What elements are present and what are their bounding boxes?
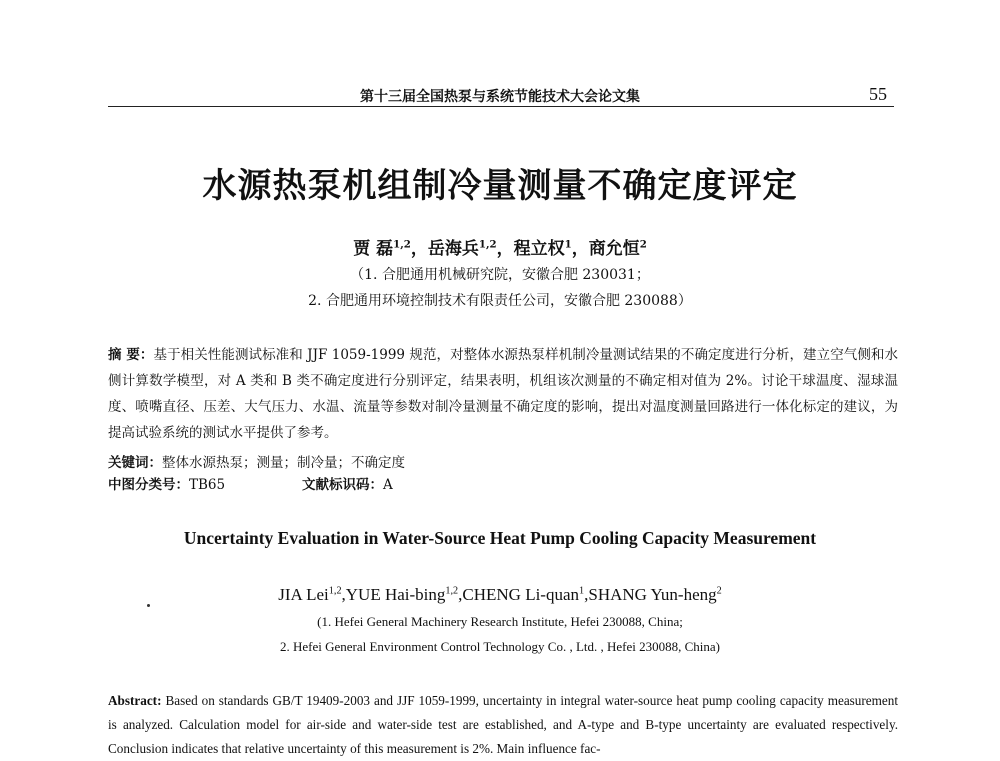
- cn-abstract: [108, 342, 898, 446]
- en-author-sup: 1,2: [328, 585, 342, 597]
- scan-speck: [147, 604, 150, 607]
- author-separator: ,: [458, 585, 463, 604]
- cn-author-sup: 1,2: [393, 238, 411, 251]
- doc-code-label: 文献标识码：: [302, 477, 383, 493]
- en-affiliation-1: (1. Hefei General Machinery Research Institute, Hefei 230088, China;: [317, 614, 683, 629]
- cn-author: 商允恒: [588, 239, 640, 259]
- en-author: JIA Lei: [278, 585, 329, 604]
- page-number: 55: [869, 84, 887, 104]
- header-rule: [108, 106, 894, 107]
- doc-code: [302, 474, 393, 496]
- cn-author-sup: 2: [639, 238, 647, 251]
- cn-affiliation-2: 2. 合肥通用环境控制技术有限责任公司，安徽合肥 230088）: [308, 293, 692, 309]
- author-separator: ，: [496, 239, 514, 259]
- cn-author: 岳海兵: [427, 239, 479, 259]
- doc-code-value: A: [383, 477, 393, 493]
- en-author: YUE Hai-bing: [345, 585, 446, 604]
- en-author-sup: 2: [716, 585, 722, 597]
- en-title: Uncertainty Evaluation in Water-Source Heat Pump Cooling Capacity Measurement: [183, 528, 817, 548]
- en-affiliation-2: 2. Hefei General Environment Control Technology Co. , Ltd. , Hefei 230088, China): [279, 639, 721, 654]
- clc-value: TB65: [189, 477, 226, 493]
- author-separator: ,: [341, 585, 346, 604]
- cn-keywords-text: 整体水源热泵；测量；制冷量；不确定度: [162, 455, 405, 471]
- clc-label: 中图分类号：: [108, 477, 189, 493]
- en-abstract-text: Based on standards GB/T 19409-2003 and JJF 1059-1999, uncertainty in integral water-source heat pump cooling capacity measurement is analyzed. Calculation model for air-side and water-side test are established, and A-type and B-type uncertainty are evaluated respectively. Conclusion indicates that relative uncertainty of this measurement is 2%. Main influence fac-: [108, 693, 899, 756]
- en-abstract: [108, 689, 898, 761]
- en-author: CHENG Li-quan: [462, 585, 580, 604]
- cn-keywords-label: 关键词：: [108, 455, 162, 471]
- cn-abstract-label: 摘 要：: [108, 347, 154, 363]
- en-authors: [0, 585, 1000, 605]
- cn-author: 贾 磊: [353, 239, 394, 259]
- cn-keywords: [108, 452, 898, 474]
- en-author-sup: 1,2: [445, 585, 459, 597]
- cn-classification: [108, 474, 898, 496]
- en-abstract-label: Abstract:: [108, 693, 162, 708]
- cn-author-sup: 1,2: [478, 238, 497, 251]
- proceedings-title: 第十三届全国热泵与系统节能技术大会论文集: [360, 89, 640, 105]
- author-separator: ，: [410, 239, 428, 259]
- en-author-sup: 1: [579, 585, 585, 597]
- cn-authors: [0, 234, 1000, 259]
- cn-abstract-text: 基于相关性能测试标准和 JJF 1059-1999 规范，对整体水源热泵样机制冷量测试结果的不确定度进行分析，建立空气侧和水侧计算数学模型，对 A 类和 B 类不确定度进行分别评定，结果表明，机组该次测量的不确定相对值为 2%。讨论干球温度、湿球温度、喷嘴直径、压差、大气压力、水温、流量等参数对制冷量测量不确定度的影响，提出对温度测量回路进行一体化标定的建议，为提高试验系统的测试水平提供了参考。: [108, 347, 898, 441]
- author-separator: ,: [584, 585, 589, 604]
- author-separator: ，: [571, 239, 589, 259]
- cn-title: 水源热泵机组制冷量测量不确定度评定: [202, 166, 798, 206]
- cn-affiliation-1: （1. 合肥通用机械研究院，安徽合肥 230031；: [350, 267, 650, 283]
- en-author: SHANG Yun-heng: [588, 585, 717, 604]
- cn-author-sup: 1: [564, 238, 572, 251]
- running-head: [0, 84, 1000, 108]
- cn-author: 程立权: [513, 239, 565, 259]
